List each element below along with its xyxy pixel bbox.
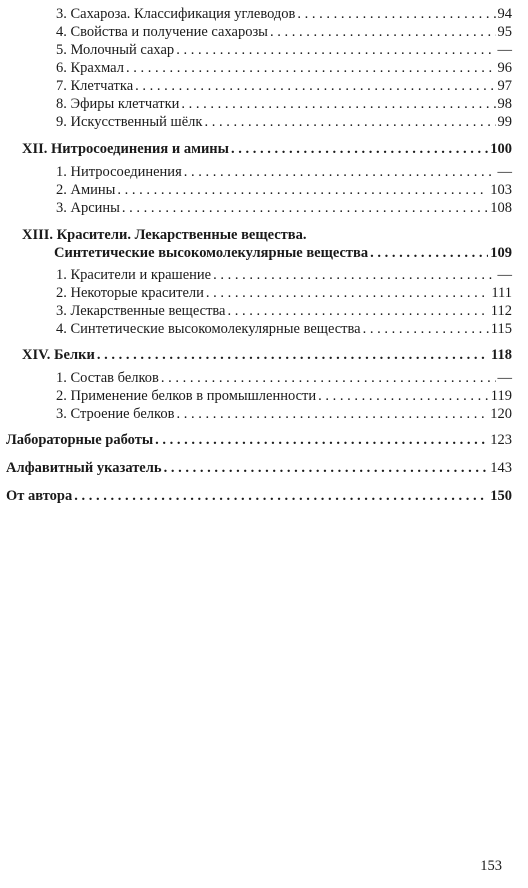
dot-leader (74, 487, 488, 505)
dot-leader (181, 95, 495, 113)
dot-leader (213, 266, 495, 284)
toc-entry-title: 4. Синтетические высокомолекулярные вещества (56, 321, 361, 337)
toc-entry-title: 6. Крахмал (56, 60, 124, 76)
chapter-title: XIV. Белки (22, 347, 95, 363)
toc-entry-title: 7. Клетчатка (56, 78, 134, 94)
toc-entry-title: 1. Состав белков (56, 370, 159, 386)
toc-entry (56, 77, 512, 95)
toc-entry-page: — (497, 42, 512, 58)
dot-leader (270, 23, 496, 41)
dot-leader (117, 181, 488, 199)
toc-entry-page: 95 (497, 24, 512, 40)
toc-entry (56, 320, 512, 338)
toc-entry-title: 1. Нитросоединения (56, 164, 182, 180)
toc-chapter-heading (54, 244, 512, 262)
author-note-title: От автора (6, 488, 73, 504)
toc-entry (56, 163, 512, 181)
lab-works-page: 123 (490, 432, 512, 448)
lab-works-title: Лабораторные работы (6, 432, 154, 448)
toc-entry-page: 111 (491, 285, 512, 301)
toc-entry (56, 405, 512, 423)
chapter-page: 100 (490, 141, 512, 157)
toc-entry (56, 41, 512, 59)
toc-entry-page: 97 (497, 78, 512, 94)
toc-entry-title: 5. Молочный сахар (56, 42, 175, 58)
toc-entry-title: 3. Лекарственные вещества (56, 303, 226, 319)
toc-entry (56, 387, 512, 405)
toc-entry-title: 3. Сахароза. Классификация углеводов (56, 6, 296, 22)
dot-leader (228, 302, 489, 320)
toc-entry (56, 59, 512, 77)
toc-entry (56, 5, 512, 23)
index-page: 143 (490, 460, 512, 476)
toc-entry (56, 302, 512, 320)
toc-backmatter-entry (6, 431, 512, 449)
toc-entry-page: 119 (490, 388, 512, 404)
toc-chapter-heading (22, 346, 512, 364)
chapter-title-line2: Синтетические высокомолекулярные вещества (54, 245, 369, 261)
toc-entry-title: 8. Эфиры клетчатки (56, 96, 180, 112)
toc-entry (56, 113, 512, 131)
toc-entry-title: 2. Применение белков в промышленности (56, 388, 317, 404)
toc-entry-title: 9. Искусственный шёлк (56, 114, 203, 130)
toc-entry-page: 103 (490, 182, 512, 198)
toc-entry-page: 98 (497, 96, 512, 112)
toc-entry-title: 4. Свойства и получение сахарозы (56, 24, 268, 40)
dot-leader (155, 431, 488, 449)
chapter-page: 118 (491, 347, 512, 363)
toc-entry-title: 3. Арсины (56, 200, 120, 216)
page-number: 153 (480, 858, 502, 874)
toc-entry-page: 96 (497, 60, 512, 76)
dot-leader (370, 244, 488, 262)
toc-chapter-heading (22, 140, 512, 158)
dot-leader (176, 405, 488, 423)
dot-leader (161, 369, 496, 387)
dot-leader (297, 5, 495, 23)
chapter-title-line1: XIII. Красители. Лекарственные вещества. (22, 227, 307, 243)
dot-leader (176, 41, 495, 59)
toc-entry-page: 120 (490, 406, 512, 422)
dot-leader (231, 140, 488, 158)
toc-entry-title: 2. Некоторые красители (56, 285, 204, 301)
toc-entry (56, 284, 512, 302)
toc-backmatter-entry (6, 459, 512, 477)
dot-leader (97, 346, 489, 364)
dot-leader (122, 199, 488, 217)
dot-leader (318, 387, 489, 405)
toc-entry (56, 266, 512, 284)
toc-entry-page: 108 (490, 200, 512, 216)
toc-entry (56, 369, 512, 387)
toc-entry-page: — (497, 370, 512, 386)
toc-entry-page: 112 (490, 303, 512, 319)
dot-leader (126, 59, 496, 77)
toc-entry (56, 181, 512, 199)
toc-backmatter-entry (6, 487, 512, 505)
dot-leader (204, 113, 495, 131)
dot-leader (206, 284, 489, 302)
dot-leader (184, 163, 496, 181)
toc-entry-title: 3. Строение белков (56, 406, 175, 422)
toc-entry-page: — (497, 164, 512, 180)
toc-entry-page: 115 (490, 321, 512, 337)
toc-entry (56, 199, 512, 217)
toc-entry (56, 95, 512, 113)
chapter-title: XII. Нитросоединения и амины (22, 141, 229, 157)
chapter-page: 109 (490, 245, 512, 261)
toc-entry-page: 99 (497, 114, 512, 130)
toc-entry-title: 2. Амины (56, 182, 116, 198)
toc-entry-title: 1. Красители и крашение (56, 267, 212, 283)
toc-entry (56, 23, 512, 41)
index-title: Алфавитный указатель (6, 460, 162, 476)
toc-entry-page: — (497, 267, 512, 283)
dot-leader (363, 320, 489, 338)
dot-leader (164, 459, 489, 477)
dot-leader (135, 77, 495, 95)
author-note-page: 150 (490, 488, 512, 504)
toc-entry-page: 94 (497, 6, 512, 22)
